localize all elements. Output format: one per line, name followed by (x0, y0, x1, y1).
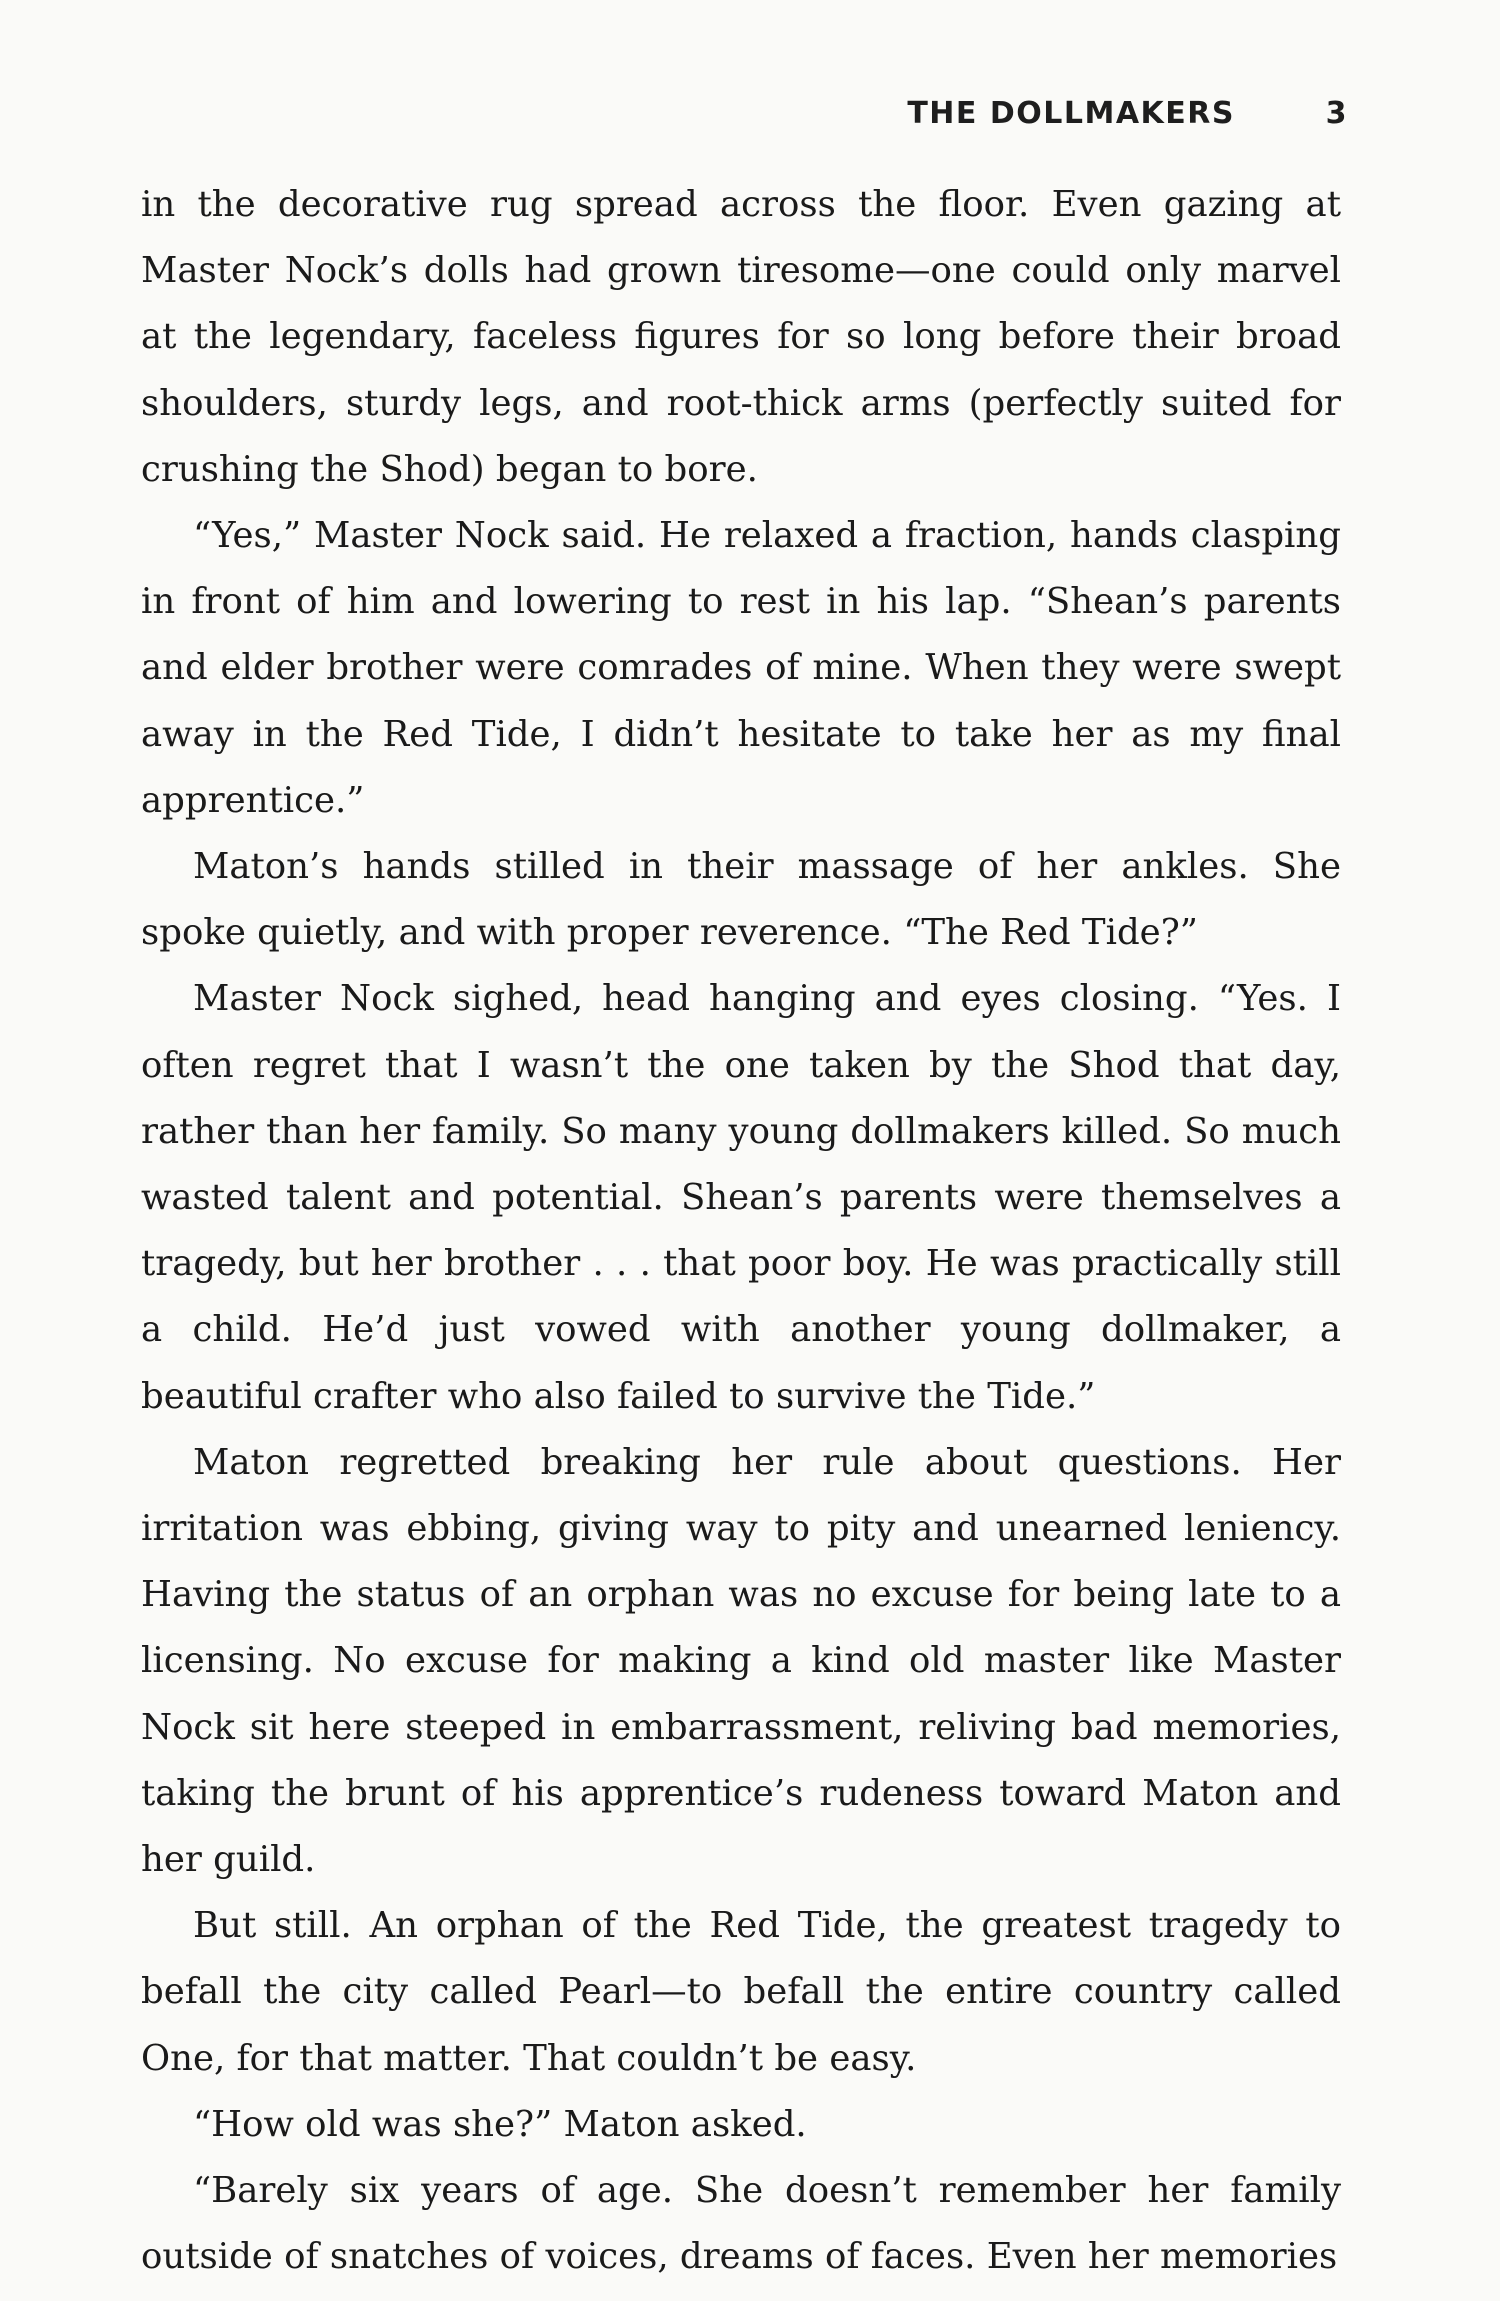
paragraph-3: Maton’s hands stilled in their massage of her ankles. She spoke quietly, and with proper reverence. “The Red Tide?” (141, 846, 1341, 954)
paragraph-1: in the decorative rug spread across the floor. Even gazing at Master Nock’s dolls had grown tiresome—one could only marvel at the legendary, faceless figures for so long before their broad shoulders, sturdy legs, and root-thick arms (perfectly suited for crushing the Shod) began to bore. (141, 184, 1341, 490)
paragraph-2: “Yes,” Master Nock said. He relaxed a fraction, hands clasping in front of him and lowering to rest in his lap. “Shean’s parents and elder brother were comrades of mine. When they were swept away in the Red Tide, I didn’t hesitate to take her as my final apprentice.” (141, 515, 1341, 821)
paragraph-6: But still. An orphan of the Red Tide, the greatest tragedy to befall the city called Pearl—to befall the entire country called One, for that matter. That couldn’t be easy. (141, 1905, 1341, 2079)
running-head (0, 88, 1500, 138)
page-number: 3 (1325, 96, 1348, 131)
running-title: THE DOLLMAKERS (907, 96, 1235, 131)
body-text (141, 172, 1341, 2291)
paragraph-8: “Barely six years of age. She doesn’t remember her family outside of snatches of voices, dreams of faces. Even her memories (141, 2170, 1341, 2278)
paragraph-7: “How old was she?” Maton asked. (193, 2103, 807, 2145)
paragraph-5: Maton regretted breaking her rule about questions. Her irritation was ebbing, giving way to pity and unearned leniency. Having the status of an orphan was no excuse for being late to a licensing. No excuse for making a kind old master like Master Nock sit here steeped in embarrassment, reliving bad memories, taking the brunt of his apprentice’s rudeness toward Maton and her guild. (141, 1441, 1341, 1881)
paragraph-4: Master Nock sighed, head hanging and eyes closing. “Yes. I often regret that I wasn’t the one taken by the Shod that day, rather than her family. So many young dollmakers killed. So much wasted talent and potential. Shean’s parents were themselves a tragedy, but her brother . . . that poor boy. He was practically still a child. He’d just vowed with another young dollmaker, a beautiful crafter who also failed to survive the Tide.” (141, 978, 1341, 1417)
